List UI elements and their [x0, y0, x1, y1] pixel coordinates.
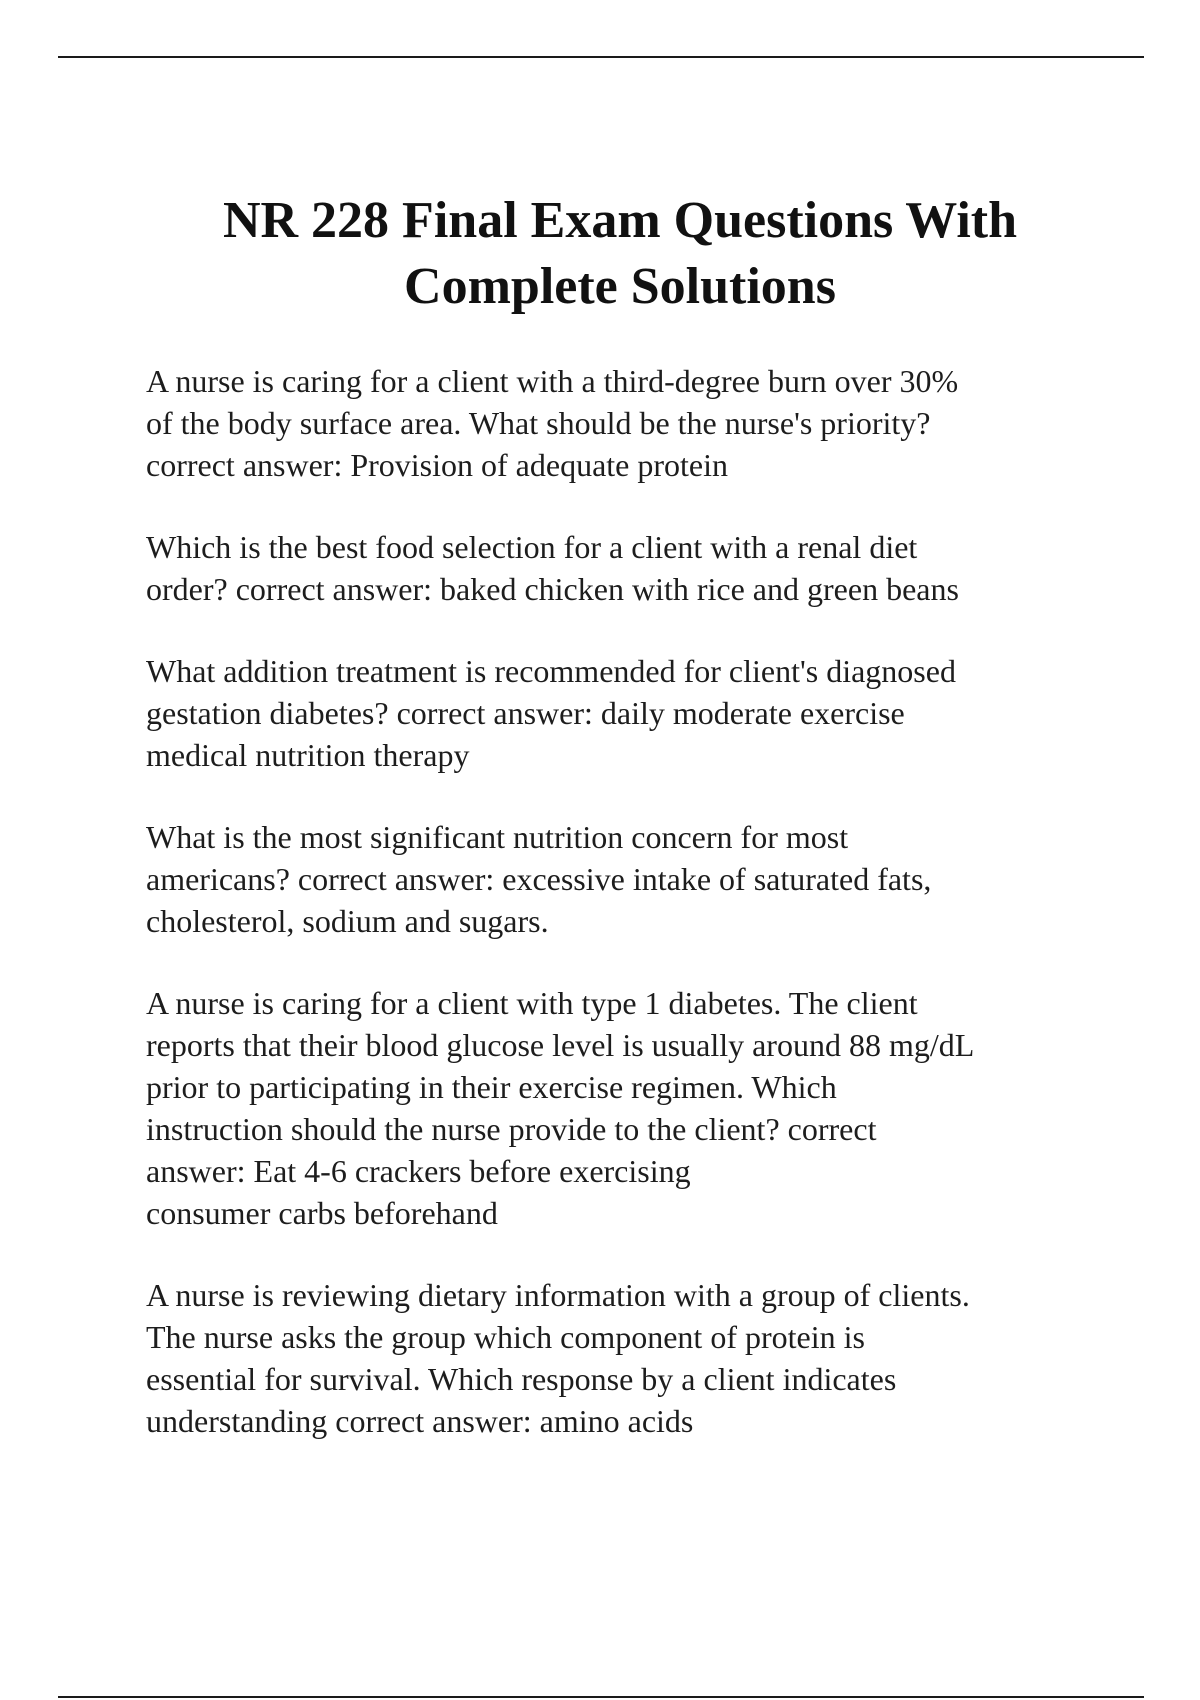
question-line: prior to participating in their exercise regimen. Which	[146, 1069, 837, 1105]
answer-line: gestation diabetes? correct answer: daily moderate exercise	[146, 695, 905, 731]
question-line: A nurse is caring for a client with type 1 diabetes. The client	[146, 985, 918, 1021]
question-line: Which is the best food selection for a client with a renal diet	[146, 529, 918, 565]
title-line-1: NR 228 Final Exam Questions With	[222, 192, 1018, 249]
question-line: A nurse is reviewing dietary information with a group of clients.	[146, 1277, 970, 1313]
question-line: instruction should the nurse provide to the client? correct	[146, 1111, 877, 1147]
question-list	[146, 360, 1136, 1482]
question-item-2	[146, 526, 1136, 610]
question-line: What is the most significant nutrition concern for most	[146, 819, 849, 855]
question-line: The nurse asks the group which component of protein is	[146, 1319, 865, 1355]
top-divider	[58, 56, 1144, 58]
answer-line: understanding correct answer: amino acids	[146, 1403, 694, 1439]
question-line: of the body surface area. What should be the nurse's priority?	[146, 405, 931, 441]
answer-line: americans? correct answer: excessive intake of saturated fats,	[146, 861, 932, 897]
question-item-1	[146, 360, 1136, 486]
answer-line: consumer carbs beforehand	[146, 1195, 498, 1231]
page-title	[90, 188, 1150, 320]
question-line: reports that their blood glucose level is usually around 88 mg/dL	[146, 1027, 975, 1063]
title-line-2: Complete Solutions	[404, 258, 836, 315]
answer-line: correct answer: Provision of adequate protein	[146, 447, 729, 483]
question-line: A nurse is caring for a client with a third-degree burn over 30%	[146, 363, 959, 399]
answer-line: medical nutrition therapy	[146, 737, 470, 773]
answer-line: order? correct answer: baked chicken with rice and green beans	[146, 571, 959, 607]
question-item-3	[146, 650, 1136, 776]
bottom-divider	[58, 1696, 1144, 1698]
question-line: essential for survival. Which response by a client indicates	[146, 1361, 897, 1397]
answer-line: answer: Eat 4-6 crackers before exercising	[146, 1153, 691, 1189]
question-item-5	[146, 982, 1136, 1234]
question-item-6	[146, 1274, 1136, 1442]
answer-line: cholesterol, sodium and sugars.	[146, 903, 549, 939]
question-item-4	[146, 816, 1136, 942]
question-line: What addition treatment is recommended for client's diagnosed	[146, 653, 956, 689]
